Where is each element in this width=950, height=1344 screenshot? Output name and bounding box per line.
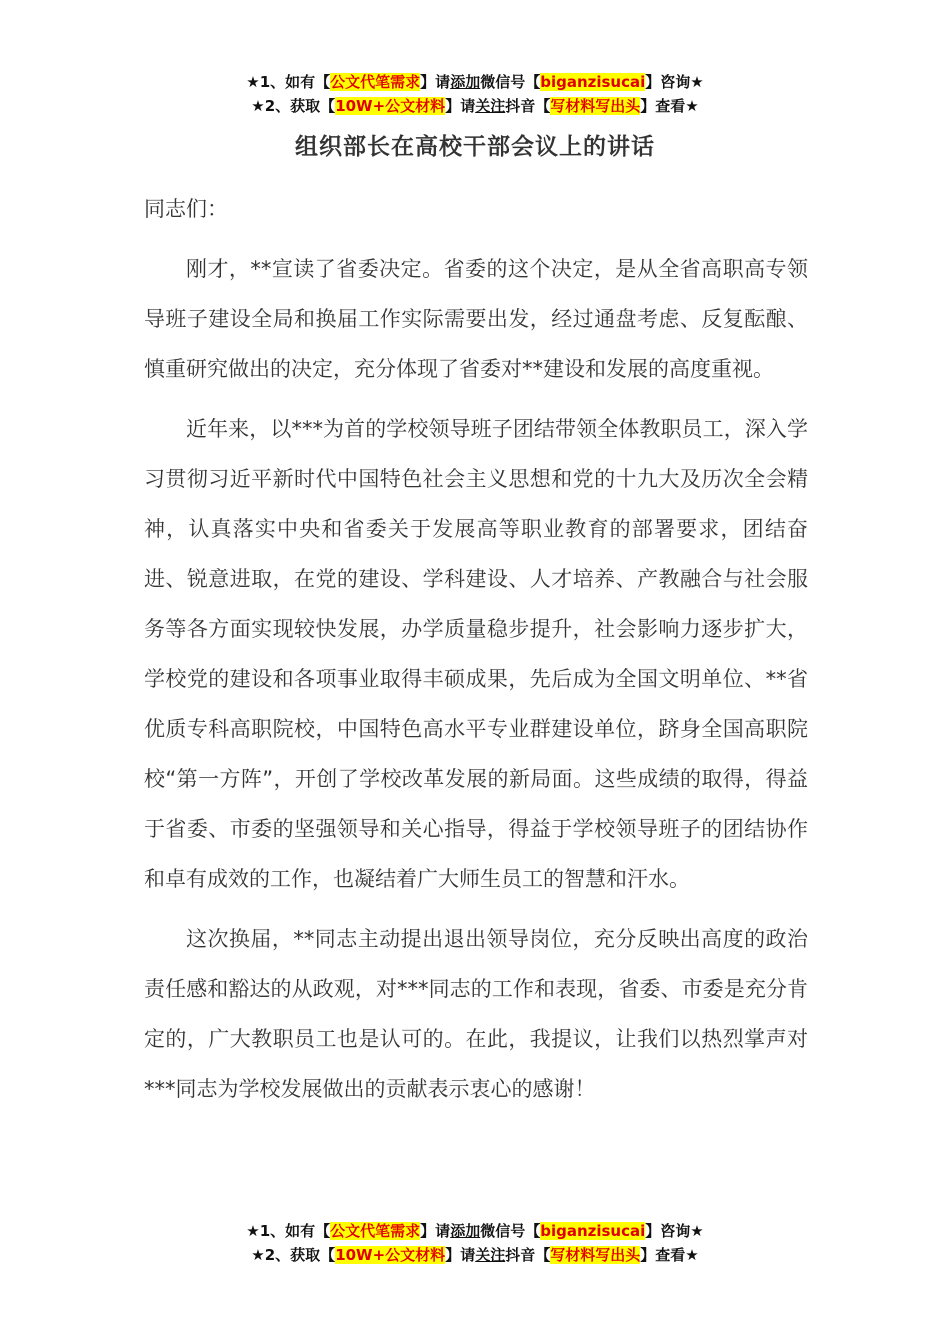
paragraph-1: 刚才，**宣读了省委决定。省委的这个决定，是从全省高职高专领导班子建设全局和换届工作实际需要出发，经过通盘考虑、反复酝酿、慎重研究做出的决定，充分体现了省委对**建设和发展的高度重视。 [144, 257, 808, 381]
promo-text: 抖音【 [505, 97, 551, 115]
promo-text: ★2、获取【 [251, 1246, 336, 1264]
promo-text: 】请 [420, 1222, 451, 1240]
promo-text: 微信号【 [480, 1222, 541, 1240]
document-title: 组织部长在高校干部会议上的讲话 [295, 134, 655, 160]
footer-promo-banner [0, 1219, 950, 1267]
salutation: 同志们： [144, 197, 228, 221]
promo-text: 】请 [445, 1246, 476, 1264]
promo-line-1 [0, 1219, 950, 1243]
promo-text: 】查看★ [640, 1246, 699, 1264]
promo-highlight: 10W+公文材料 [335, 1246, 446, 1264]
promo-underline: 关注 [475, 97, 506, 115]
promo-highlight: 10W+公文材料 [335, 97, 446, 115]
promo-text: 微信号【 [480, 73, 541, 91]
promo-wechat-id: biganzisucai [540, 73, 646, 91]
promo-underline: 关注 [475, 1246, 506, 1264]
promo-wechat-id: biganzisucai [540, 1222, 646, 1240]
promo-douyin-id: 写材料写出头 [550, 1246, 641, 1264]
promo-text: 】请 [445, 97, 476, 115]
promo-line-2 [0, 1243, 950, 1267]
promo-text: ★1、如有【 [246, 1222, 331, 1240]
promo-text: ★2、获取【 [251, 97, 336, 115]
promo-text: 】请 [420, 73, 451, 91]
promo-highlight: 公文代笔需求 [330, 1222, 421, 1240]
paragraph-3: 这次换届，**同志主动提出退出领导岗位，充分反映出高度的政治责任感和豁达的从政观，对***同志的工作和表现，省委、市委是充分肯定的，广大教职员工也是认可的。在此，我提议，让我们以热烈掌声对***同志为学校发展做出的贡献表示衷心的感谢！ [144, 927, 808, 1101]
promo-line-1 [0, 70, 950, 94]
header-promo-banner [0, 70, 950, 118]
promo-douyin-id: 写材料写出头 [550, 97, 641, 115]
promo-highlight: 公文代笔需求 [330, 73, 421, 91]
promo-underline: 添加 [450, 73, 481, 91]
paragraph-2: 近年来，以***为首的学校领导班子团结带领全体教职员工，深入学习贯彻习近平新时代中国特色社会主义思想和党的十九大及历次全会精神，认真落实中央和省委关于发展高等职业教育的部署要求，团结奋进、锐意进取，在党的建设、学科建设、人才培养、产教融合与社会服务等各方面实现较快发展，办学质量稳步提升，社会影响力逐步扩大，学校党的建设和各项事业取得丰硕成果，先后成为全国文明单位、**省优质专科高职院校，中国特色高水平专业群建设单位，跻身全国高职院校“第一方阵”，开创了学校改革发展的新局面。这些成绩的取得，得益于省委、市委的坚强领导和关心指导，得益于学校领导班子的团结协作和卓有成效的工作，也凝结着广大师生员工的智慧和汗水。 [144, 417, 808, 891]
promo-text: ★1、如有【 [246, 73, 331, 91]
promo-text: 】查看★ [640, 97, 699, 115]
promo-text: 】咨询★ [645, 1222, 704, 1240]
promo-line-2 [0, 94, 950, 118]
document-body [144, 184, 808, 1124]
promo-underline: 添加 [450, 1222, 481, 1240]
promo-text: 】咨询★ [645, 73, 704, 91]
promo-text: 抖音【 [505, 1246, 551, 1264]
